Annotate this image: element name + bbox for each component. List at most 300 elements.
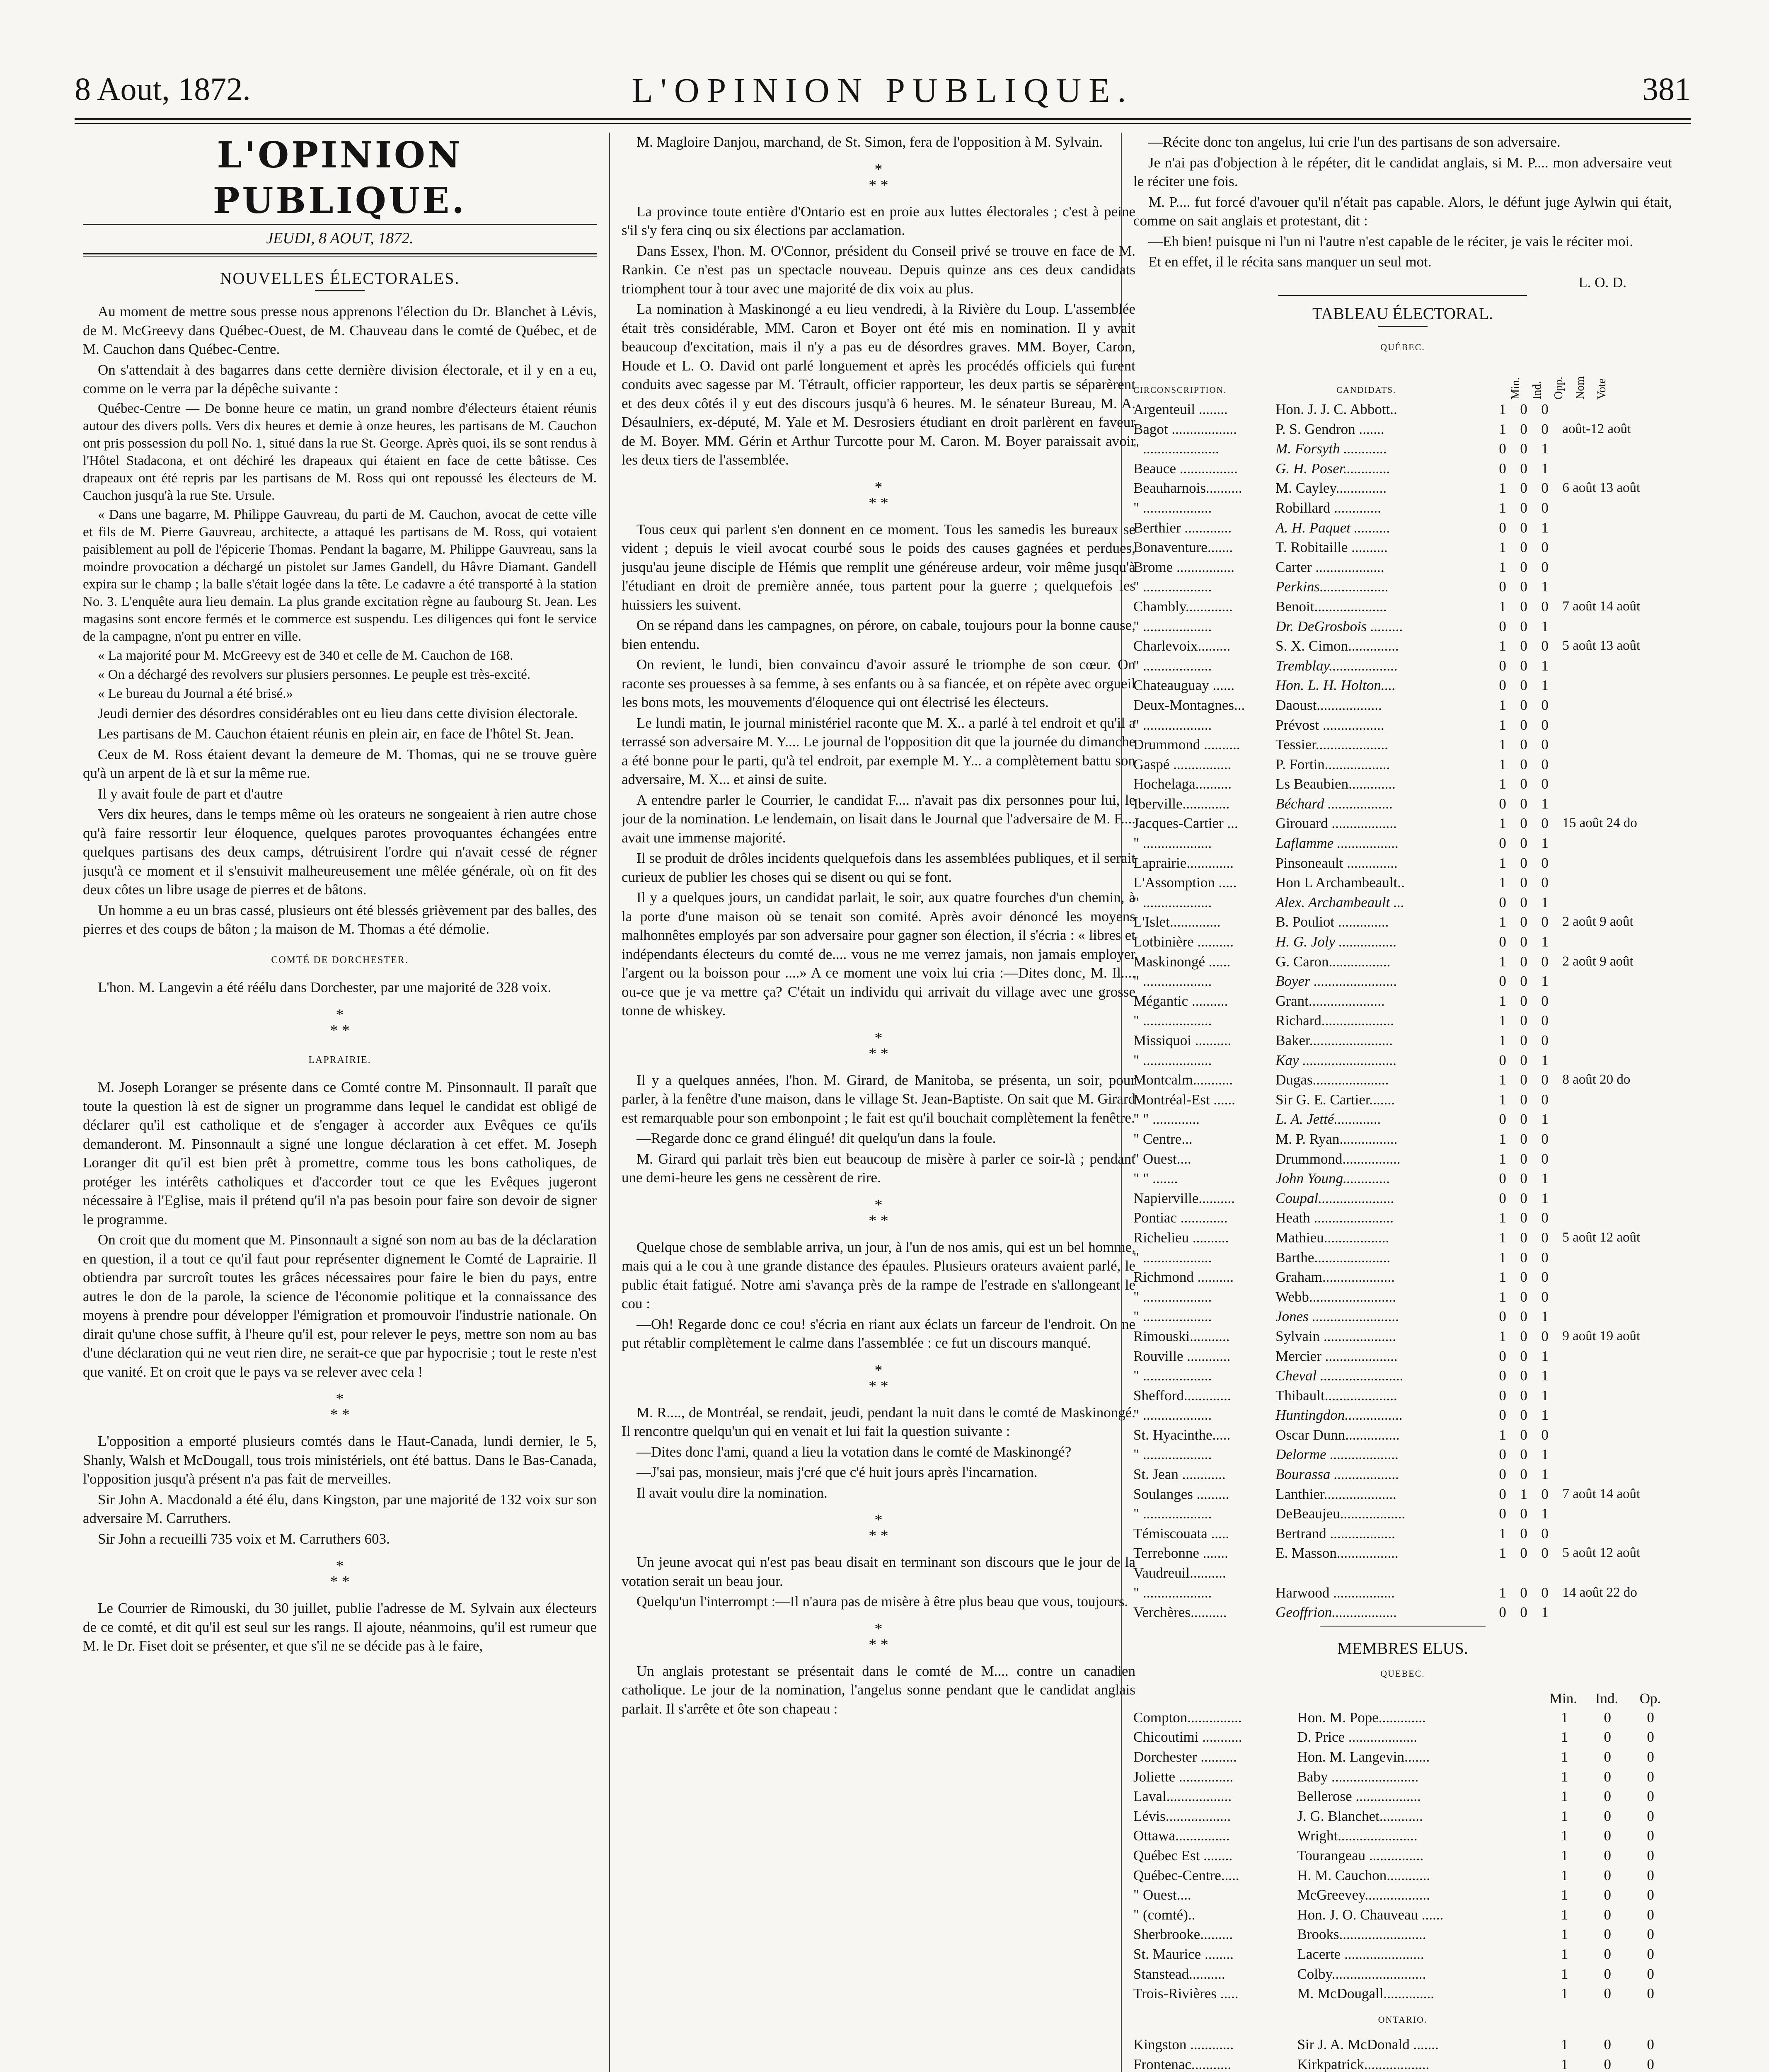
- row-dates: [1562, 1051, 1672, 1070]
- row-min: 1: [1499, 736, 1506, 753]
- row-circonscription: Hochelaga..........: [1133, 776, 1232, 792]
- row-ind: 0: [1520, 598, 1527, 615]
- row-ind: 0: [1520, 441, 1527, 457]
- row-dates: [1562, 1405, 1672, 1425]
- row-opp: 0: [1541, 1072, 1549, 1088]
- row-min: 1: [1499, 539, 1506, 556]
- row-circonscription: Rimouski...........: [1133, 1328, 1230, 1344]
- paragraph: Un anglais protestant se présentait dans le comté de M.... contre un canadien catholique. Le jour de la nomination, l'angelus sonne pendant que le candidat anglais parlait. Il s'arrête et ôte son chapeau :: [622, 1663, 1135, 1717]
- row-ind: 0: [1520, 835, 1527, 852]
- row-circonscription: Terrebonne .......: [1133, 1545, 1228, 1561]
- row-min: 0: [1499, 1348, 1506, 1364]
- row-candidate: Dr. DeGrosbois .........: [1275, 618, 1404, 634]
- row-dates: [1562, 537, 1672, 557]
- row-min: 1: [1499, 1032, 1506, 1048]
- row-opp: 1: [1541, 1604, 1549, 1621]
- row-dates: [1562, 498, 1672, 518]
- row-min: 0: [1499, 1368, 1506, 1384]
- row-min: 0: [1499, 618, 1506, 634]
- elected-circonscription: Sherbrooke.........: [1133, 1926, 1233, 1943]
- row-opp: 1: [1541, 1506, 1549, 1522]
- table-row: [1133, 1464, 1672, 1484]
- row-opp: 0: [1541, 1091, 1549, 1108]
- row-circonscription: " ...................: [1133, 1446, 1212, 1463]
- asterism-ornament: * * *: [869, 478, 888, 512]
- row-circonscription: " Centre...: [1133, 1130, 1193, 1147]
- column-divider: [609, 133, 610, 2072]
- page-number: 381: [1642, 71, 1691, 107]
- table-row: [1133, 755, 1672, 775]
- row-ind: 0: [1520, 736, 1527, 753]
- row-opp: 0: [1541, 1130, 1549, 1147]
- elected-min: 1: [1561, 1808, 1568, 1824]
- row-min: 0: [1499, 1111, 1506, 1128]
- row-dates: [1562, 715, 1672, 735]
- row-dates: [1562, 518, 1672, 538]
- row-circonscription: Brome ................: [1133, 559, 1235, 575]
- row-opp: 0: [1541, 1210, 1549, 1226]
- row-dates: [1562, 755, 1672, 775]
- table-row: [1133, 833, 1672, 853]
- row-ind: 0: [1520, 1466, 1527, 1483]
- row-opp: 0: [1541, 992, 1549, 1009]
- row-circonscription: Rouville ............: [1133, 1348, 1231, 1364]
- paragraph: —Eh bien! puisque ni l'un ni l'autre n'est capable de le réciter, je vais le réciter moi.: [1148, 233, 1633, 249]
- table-row: [1133, 617, 1672, 637]
- row-opp: 0: [1541, 874, 1549, 891]
- table-row: [1133, 1583, 1672, 1603]
- row-ind: 0: [1520, 559, 1527, 575]
- elected-opp: 0: [1647, 1729, 1654, 1745]
- row-dates: [1562, 1307, 1672, 1326]
- elected-opp: 0: [1647, 1768, 1654, 1785]
- row-min: 1: [1499, 1249, 1506, 1266]
- row-ind: 0: [1520, 1426, 1527, 1443]
- row-dates: 8 août 20 do: [1562, 1072, 1631, 1087]
- elected-candidate: McGreevey..................: [1297, 1887, 1430, 1903]
- row-opp: 1: [1541, 795, 1549, 812]
- row-ind: 0: [1520, 618, 1527, 634]
- row-candidate: Drummond................: [1275, 1150, 1401, 1167]
- row-opp: 0: [1541, 815, 1549, 832]
- elected-ind: 0: [1604, 1768, 1612, 1785]
- row-candidate: P. S. Gendron .......: [1275, 421, 1384, 437]
- header-vote: Vote: [1595, 378, 1608, 399]
- elected-row: [1133, 2035, 1672, 2055]
- row-circonscription: " ...................: [1133, 1249, 1212, 1266]
- elected-row: [1133, 2055, 1672, 2072]
- row-circonscription: " ...................: [1133, 1308, 1212, 1325]
- table-row: [1133, 794, 1672, 814]
- elected-min: 1: [1561, 1906, 1568, 1923]
- row-min: 1: [1499, 480, 1506, 496]
- elected-opp: 0: [1647, 1946, 1654, 1962]
- row-opp: 1: [1541, 894, 1549, 910]
- row-min: 1: [1499, 1012, 1506, 1029]
- row-candidate: Geoffrion..................: [1275, 1604, 1397, 1621]
- row-circonscription: " ...................: [1133, 618, 1212, 634]
- elected-min: 1: [1561, 2036, 1568, 2053]
- row-candidate: Béchard ..................: [1275, 795, 1393, 812]
- row-min: 1: [1499, 1525, 1506, 1542]
- table-row: [1133, 695, 1672, 715]
- elected-candidate: Sir J. A. McDonald .......: [1297, 2036, 1439, 2053]
- row-dates: [1562, 1208, 1672, 1228]
- row-min: 0: [1499, 934, 1506, 950]
- paragraph: On s'attendait à des bagarres dans cette dernière division électorale, et il y en a eu, comme on le verra par la dépêche suivante :: [83, 361, 597, 397]
- table-row: [1133, 1070, 1672, 1090]
- row-dates: [1562, 1109, 1672, 1129]
- row-min: 0: [1499, 1486, 1506, 1502]
- row-opp: 0: [1541, 1012, 1549, 1029]
- double-rule: [83, 253, 597, 257]
- row-ind: 0: [1520, 1012, 1527, 1029]
- row-ind: 0: [1520, 776, 1527, 792]
- short-rule: [1378, 326, 1428, 327]
- table-row: [1133, 1307, 1672, 1326]
- elected-ind: 0: [1604, 2056, 1612, 2072]
- row-dates: [1562, 991, 1672, 1011]
- table-row: [1133, 715, 1672, 735]
- table-row: [1133, 1228, 1672, 1248]
- table-row: [1133, 1366, 1672, 1386]
- row-candidate: Cheval .......................: [1275, 1368, 1404, 1384]
- row-dates: 2 août 9 août: [1562, 954, 1633, 969]
- row-ind: [1520, 1563, 1541, 1583]
- table-row: [1133, 675, 1672, 695]
- elected-row: [1133, 1866, 1672, 1886]
- paragraph: Le lundi matin, le journal ministériel raconte que M. X.. a parlé à tel endroit et qu'il a terrassé son adversaire M. Y.... Le journal de l'opposition dit que la journée du dimanche a été bonne pour le parti, qu'à tel endroit, par exemple M. Y... a complètement battu son adversaire, M. X... et ainsi de suite.: [622, 714, 1135, 787]
- row-min: 1: [1499, 1091, 1506, 1108]
- row-ind: 0: [1520, 1249, 1527, 1266]
- row-circonscription: L'Assomption .....: [1133, 874, 1237, 891]
- row-dates: [1562, 1011, 1672, 1031]
- paragraph: « Le bureau du Journal a été brisé.»: [98, 686, 293, 701]
- row-ind: 0: [1520, 1210, 1527, 1226]
- elected-min: 1: [1561, 1847, 1568, 1864]
- elected-min: 1: [1561, 1985, 1568, 2002]
- elected-candidate: Hon. M. Pope.............: [1297, 1709, 1426, 1726]
- row-ind: 0: [1520, 1052, 1527, 1068]
- header-date: 8 Aout, 1872.: [75, 71, 251, 107]
- row-circonscription: Maskinongé ......: [1133, 953, 1231, 970]
- table-row: [1133, 1445, 1672, 1464]
- row-dates: [1562, 1563, 1672, 1583]
- paragraph: Vers dix heures, dans le temps même où les orateurs ne songeaient à rien autre chose qu'à faire ressortir leur éloquence, quelques parotes provoquantes échangées entre quelques partisans des deux camps, détruisirent l'ordre qui n'avait cessé de régner jusqu'à ce moment et il s'ensuivit malheureusement une mêlée générale, où on fit des deux côtes un libre usage de pierres et de bâtons.: [83, 806, 597, 898]
- row-opp: 1: [1541, 441, 1549, 457]
- elected-ind: 0: [1604, 1847, 1612, 1864]
- row-dates: 7 août 14 août: [1562, 1486, 1641, 1501]
- asterism-ornament: * * *: [869, 160, 888, 194]
- header-opp: Opp.: [1552, 376, 1565, 399]
- elected-opp: 0: [1647, 1709, 1654, 1726]
- row-min: 1: [1499, 1130, 1506, 1147]
- elected-min: 1: [1561, 1926, 1568, 1943]
- row-opp: 1: [1541, 1368, 1549, 1384]
- row-dates: [1562, 853, 1672, 873]
- row-min: 1: [1499, 756, 1506, 772]
- row-circonscription: " ...................: [1133, 1584, 1212, 1601]
- row-candidate: Boyer .......................: [1275, 973, 1397, 990]
- table-row: [1133, 912, 1672, 932]
- table-header: [1133, 362, 1672, 399]
- row-circonscription: Chambly.............: [1133, 598, 1233, 615]
- row-opp: 0: [1541, 1525, 1549, 1542]
- row-ind: 0: [1520, 697, 1527, 713]
- row-dates: [1562, 617, 1672, 637]
- row-candidate: Daoust..................: [1275, 697, 1382, 713]
- row-ind: 0: [1520, 1032, 1527, 1048]
- table-row: [1133, 774, 1672, 794]
- row-circonscription: " " .......: [1133, 1170, 1178, 1187]
- row-candidate: M. Cayley..............: [1275, 480, 1387, 496]
- elected-header-min: Min.: [1549, 1690, 1578, 1706]
- row-ind: 0: [1520, 1091, 1527, 1108]
- elected-row: [1133, 1747, 1672, 1767]
- elected-header-op: Op.: [1639, 1690, 1661, 1706]
- table-row: [1133, 735, 1672, 755]
- elected-row: [1133, 1984, 1672, 2004]
- table-row: [1133, 1425, 1672, 1445]
- paragraph: M. Joseph Loranger se présente dans ce Comté contre M. Pinsonnault. Il paraît que toute la question là est de signer un programme dans lequel le candidat est obligé de déclarer qu'il est catholique et de s'engager à accorder aux Evêques ce qu'ils demanderont. M. Pinsonnault a signé une longue déclaration à cet effet. M. Joseph Loranger dit qu'il est bien prêt à promettre, comme tous les bons catholiques, de protéger les intérêts catholiques et d'accorder tout ce que les Evêques jugeront nécessaire à l'Eglise, mais il prétend qu'il n'a pas besoin pour faire son devoir de signer le programme.: [83, 1079, 597, 1227]
- row-ind: 0: [1520, 1229, 1527, 1246]
- row-dates: 7 août 14 août: [1562, 598, 1641, 614]
- row-min: 1: [1499, 499, 1506, 516]
- asterism-ornament: * * *: [869, 1511, 888, 1544]
- row-circonscription: " ...................: [1133, 1506, 1212, 1522]
- table-row: [1133, 1602, 1672, 1622]
- row-dates: [1562, 1445, 1672, 1464]
- elected-candidate: Hon. J. O. Chauveau ......: [1297, 1906, 1444, 1923]
- elected-ind: 0: [1604, 1709, 1612, 1726]
- row-candidate: E. Masson.................: [1275, 1545, 1399, 1561]
- table-row: [1133, 893, 1672, 913]
- row-circonscription: St. Hyacinthe.....: [1133, 1426, 1231, 1443]
- row-ind: 0: [1520, 973, 1527, 990]
- signature: L. O. D.: [1578, 274, 1626, 290]
- table-row: [1133, 873, 1672, 893]
- paragraph: Un jeune avocat qui n'est pas beau disait en terminant son discours que le jour de la votation serait un beau jour.: [622, 1554, 1135, 1589]
- elected-candidate: J. G. Blanchet............: [1297, 1808, 1423, 1824]
- row-min: 1: [1499, 1072, 1506, 1088]
- row-candidate: Perkins...................: [1275, 579, 1389, 595]
- row-opp: 1: [1541, 1111, 1549, 1128]
- table-row: [1133, 1149, 1672, 1169]
- row-candidate: Hon. J. J. C. Abbott..: [1275, 401, 1397, 417]
- row-candidate: G. Caron.................: [1275, 953, 1391, 970]
- elected-circonscription: Dorchester ..........: [1133, 1749, 1237, 1765]
- column-3: [1133, 133, 1672, 2072]
- row-circonscription: Montcalm...........: [1133, 1072, 1233, 1088]
- row-circonscription: Pontiac .............: [1133, 1210, 1228, 1226]
- row-min: 0: [1499, 460, 1506, 477]
- row-candidate: Robillard .............: [1275, 499, 1381, 516]
- table-rule: [1320, 1626, 1486, 1627]
- table-row: [1133, 1248, 1672, 1268]
- table-row: [1133, 853, 1672, 873]
- elected-table-quebec: [1133, 1708, 1672, 2004]
- elected-candidate: M. McDougall..............: [1297, 1985, 1434, 2002]
- row-candidate: John Young.............: [1275, 1170, 1390, 1187]
- row-candidate: Kay ..........................: [1275, 1052, 1397, 1068]
- row-min: 1: [1499, 1584, 1506, 1601]
- elected-opp: 0: [1647, 1867, 1654, 1883]
- table-row: [1133, 1484, 1672, 1504]
- row-opp: 0: [1541, 1545, 1549, 1561]
- row-candidate: Benoit....................: [1275, 598, 1387, 615]
- table-title: TABLEAU ÉLECTORAL.: [1312, 304, 1493, 323]
- elected-circonscription: Stanstead..........: [1133, 1965, 1225, 1982]
- row-opp: 0: [1541, 716, 1549, 733]
- row-circonscription: Bonaventure.......: [1133, 539, 1233, 556]
- elected-circonscription: Compton...............: [1133, 1709, 1242, 1726]
- row-circonscription: Argenteuil ........: [1133, 401, 1228, 417]
- row-ind: 0: [1520, 815, 1527, 832]
- row-opp: 0: [1541, 1229, 1549, 1246]
- row-candidate: [1275, 1563, 1499, 1583]
- row-candidate: Baker.......................: [1275, 1032, 1393, 1048]
- paragraph: La nomination à Maskinongé a eu lieu vendredi, à la Rivière du Loup. L'assemblée était très considérable, MM. Caron et Boyer ont été mis en nomination. Il y avait beaucoup d'excitation, mais il n'y a pas eu de désordres graves. MM. Boyer, Caron, Houde et L. O. David ont parlé longuement et après les procédés officiels qui furent conduits avec sagesse par M. Tétrault, officier rapporteur, les deux partis se séparèrent et des deux côtés il y eut des discours jusqu'à 6 heures. M. le sénateur Bureau, M. A. Désaulniers, ex-député, M. Yale et M. Desrosiers étudiant en droit parlèrent en faveur de M. Boyer. MM. Gérin et Arthur Turcotte pour M. Caron. M. Boyer paraissait avoir les deux tiers de l'assemblée.: [622, 301, 1135, 468]
- row-candidate: Pinsoneault ..............: [1275, 854, 1398, 871]
- section-heading: NOUVELLES ÉLECTORALES.: [220, 269, 460, 288]
- row-circonscription: " ...................: [1133, 973, 1212, 990]
- row-circonscription: " ...................: [1133, 894, 1212, 910]
- table-row: [1133, 498, 1672, 518]
- row-opp: 0: [1541, 499, 1549, 516]
- table-row: [1133, 636, 1672, 656]
- table-row: [1133, 557, 1672, 577]
- paragraph: Dans Essex, l'hon. M. O'Connor, président du Conseil privé se trouve en face de M. Rankin. Ce n'est pas un spectacle nouveau. Depuis quinze ans ces deux candidats triomphent tour à tour avec une majorité de dix voix au plus.: [622, 242, 1135, 297]
- row-opp: 0: [1541, 1032, 1549, 1048]
- elected-row: [1133, 1767, 1672, 1787]
- row-circonscription: Gaspé ................: [1133, 756, 1232, 772]
- header-rule: [75, 118, 1691, 124]
- row-ind: 0: [1520, 992, 1527, 1009]
- elected-row: [1133, 1727, 1672, 1747]
- elected-opp: 0: [1647, 2056, 1654, 2072]
- row-circonscription: " " .............: [1133, 1111, 1200, 1128]
- row-min: 0: [1499, 1308, 1506, 1325]
- elected-circonscription: Québec-Centre.....: [1133, 1867, 1239, 1883]
- row-ind: 0: [1520, 1328, 1527, 1344]
- row-dates: [1562, 971, 1672, 991]
- paragraph: Québec-Centre — De bonne heure ce matin, un grand nombre d'électeurs étaient réunis autour des divers polls. Vers dix heures et demie à onze heures, les partisans de M. Cauchon ont pris possession du poll No. 1, situé dans la rue St. George. Après quoi, ils se sont rendus à l'Hôtel Stadacona, et ont déchiré les drapeaux qui étaient en face de cette bâtisse. Ces drapeaux ont été repris par les partisans de M. Ross qui ont repoussé les électeurs de M. Cauchon jusqu'à la rue Ste. Ursule.: [83, 401, 597, 503]
- row-min: 1: [1499, 421, 1506, 437]
- row-ind: 0: [1520, 1130, 1527, 1147]
- elected-candidate: Colby..........................: [1297, 1965, 1426, 1982]
- row-ind: 0: [1520, 1584, 1527, 1601]
- row-circonscription: Lotbinière ..........: [1133, 934, 1234, 950]
- header-min: Min.: [1509, 377, 1522, 399]
- table-row: [1133, 952, 1672, 972]
- row-candidate: Sylvain ....................: [1275, 1328, 1396, 1344]
- row-min: 0: [1499, 973, 1506, 990]
- row-candidate: A. H. Paquet ..........: [1275, 519, 1391, 536]
- paragraph: M. R...., de Montréal, se rendait, jeudi, pendant la nuit dans le comté de Maskinongé. Il rencontre quelqu'un qui en venait et lui fait la question suivante :: [622, 1404, 1135, 1439]
- row-ind: 0: [1520, 1604, 1527, 1621]
- elected-ind: 0: [1604, 1887, 1612, 1903]
- row-candidate: Jones ........................: [1275, 1308, 1399, 1325]
- row-candidate: Lanthier....................: [1275, 1486, 1396, 1502]
- row-ind: 0: [1520, 914, 1527, 930]
- row-opp: 0: [1541, 697, 1549, 713]
- row-candidate: Grant.....................: [1275, 992, 1385, 1009]
- row-dates: [1562, 399, 1672, 419]
- row-opp: 0: [1541, 539, 1549, 556]
- table-row: [1133, 1405, 1672, 1425]
- row-circonscription: Iberville.............: [1133, 795, 1230, 812]
- row-circonscription: " ...................: [1133, 1368, 1212, 1384]
- paragraph: Ceux de M. Ross étaient devant la demeure de M. Thomas, qui ne se trouve guère qu'à un arpent de là et sur la même rue.: [83, 746, 597, 781]
- row-opp: 1: [1541, 1407, 1549, 1423]
- elected-candidate: Brooks........................: [1297, 1926, 1426, 1943]
- row-dates: [1562, 1524, 1672, 1544]
- row-ind: 0: [1520, 401, 1527, 417]
- row-min: 0: [1499, 1604, 1506, 1621]
- elected-row: [1133, 1964, 1672, 1984]
- row-dates: 2 août 9 août: [1562, 914, 1633, 929]
- elected-ind: 0: [1604, 1965, 1612, 1982]
- row-circonscription: Vaudreuil..........: [1133, 1565, 1226, 1581]
- paragraph: Le Courrier de Rimouski, du 30 juillet, publie l'adresse de M. Sylvain aux électeurs de ce comté, et dit qu'il est seul sur les rangs. Il ajoute, néanmoins, qu'il est rumeur que M. le Dr. Fiset doit se présenter, et que s'il ne se décide pas à le faire,: [83, 1600, 597, 1654]
- row-candidate: B. Pouliot ..............: [1275, 914, 1389, 930]
- row-min: 1: [1499, 854, 1506, 871]
- row-candidate: Ls Beaubien.............: [1275, 776, 1396, 792]
- row-min: 1: [1499, 401, 1506, 417]
- table-rule: [1278, 295, 1527, 296]
- elected-circonscription: Frontenac...........: [1133, 2056, 1232, 2072]
- elected-header: [1133, 1689, 1672, 1708]
- elected-ind: 0: [1604, 1906, 1612, 1923]
- row-opp: 1: [1541, 1466, 1549, 1483]
- table-row: [1133, 1051, 1672, 1070]
- row-dates: [1562, 557, 1672, 577]
- row-ind: 0: [1520, 1387, 1527, 1404]
- elected-row: [1133, 1885, 1672, 1905]
- row-opp: [1541, 1563, 1562, 1583]
- paragraph: On se répand dans les campagnes, on pérore, on cabale, toujours pour la bonne cause, bien entendu.: [622, 617, 1135, 652]
- row-min: 0: [1499, 835, 1506, 852]
- row-opp: 0: [1541, 1584, 1549, 1601]
- row-ind: 0: [1520, 657, 1527, 674]
- row-circonscription: Beauce ................: [1133, 460, 1238, 477]
- row-circonscription: " ...................: [1133, 579, 1212, 595]
- elected-row: [1133, 1924, 1672, 1944]
- row-dates: [1562, 1464, 1672, 1484]
- paragraph: M. Magloire Danjou, marchand, de St. Simon, fera de l'opposition à M. Sylvain.: [636, 134, 1103, 150]
- paragraph: Il y a quelques jours, un candidat parlait, le soir, aux quatre fourches d'un chemin, à la porte d'une maison où se tenait son comité. Après avoir dénoncé les moyens malhonnêtes employés par son adversaire pour gagner son élection, il s'écria : « libres et indépendants électeurs du comté de.... vous ne me verrez jamais, non jamais employer l'argent ou la boisson pour ....» A ce moment une voix lui cria :—Dites donc, M. Il.... ou-ce que je va mettre ça? C'était un individu qui arrivait du village avec une grosse tonne de whiskey.: [622, 889, 1135, 1019]
- row-circonscription: Missiquoi ..........: [1133, 1032, 1232, 1048]
- row-circonscription: Mégantic ..........: [1133, 992, 1228, 1009]
- row-dates: [1562, 1188, 1672, 1208]
- elected-row: [1133, 1905, 1672, 1925]
- table-row: [1133, 1109, 1672, 1129]
- row-ind: 0: [1520, 894, 1527, 910]
- row-min: 1: [1499, 1545, 1506, 1561]
- paragraph: Il se produit de drôles incidents quelquefois dans les assemblées publiques, et il serait curieux de publier les choses qui se disent ou qui se font.: [622, 850, 1135, 885]
- row-candidate: G. H. Poser.............: [1275, 460, 1391, 477]
- row-opp: 0: [1541, 559, 1549, 575]
- row-candidate: Carter ...................: [1275, 559, 1384, 575]
- row-opp: 1: [1541, 519, 1549, 536]
- row-dates: 5 août 12 août: [1562, 1230, 1641, 1245]
- row-min: 1: [1499, 1269, 1506, 1285]
- row-candidate: Barthe.....................: [1275, 1249, 1391, 1266]
- row-circonscription: Jacques-Cartier ...: [1133, 815, 1238, 832]
- row-opp: 0: [1541, 1328, 1549, 1344]
- row-candidate: T. Robitaille ..........: [1275, 539, 1388, 556]
- row-ind: 0: [1520, 421, 1527, 437]
